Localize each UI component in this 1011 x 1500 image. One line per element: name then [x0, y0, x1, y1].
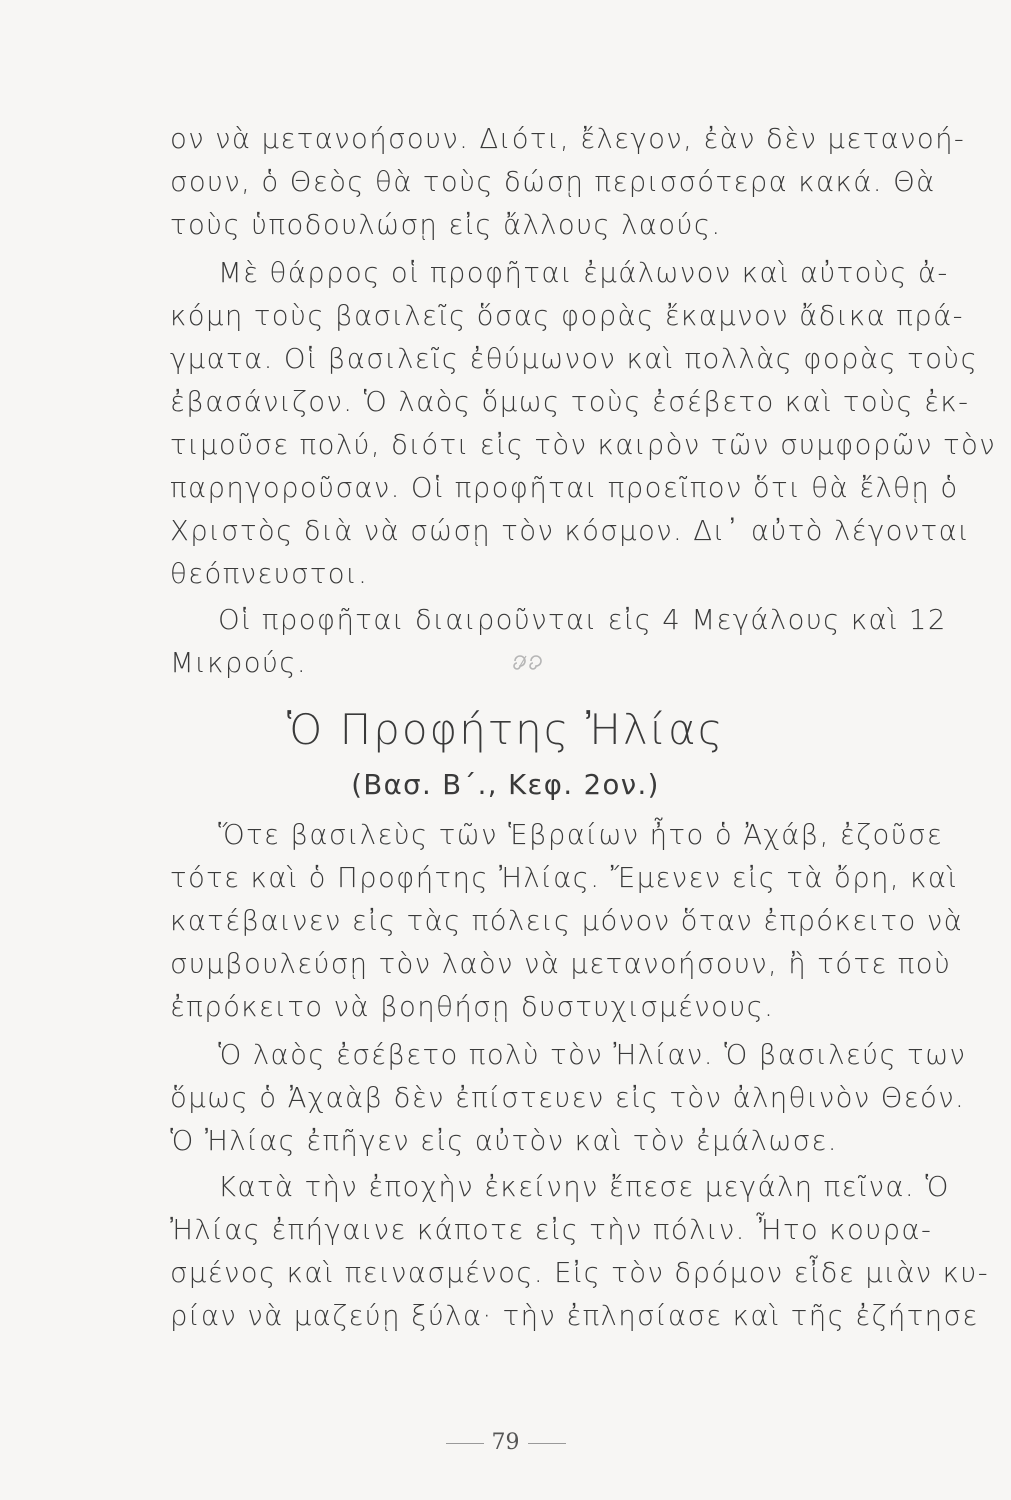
text-line: σουν, ὁ Θεὸς θὰ τοὺς δώσῃ περισσότερα κακά. Θὰ [170, 166, 936, 198]
text-line: παρηγοροῦσαν. Οἱ προφῆται προεῖπον ὅτι θὰ ἔλθῃ ὁ [170, 472, 959, 504]
text-line: Μικρούς. [170, 647, 307, 679]
text-line: Ὁ Ἠλίας ἐπῆγεν εἰς αὐτὸν καὶ τὸν ἐμάλωσε. [170, 1125, 838, 1157]
text-line: ἐβασάνιζον. Ὁ λαὸς ὅμως τοὺς ἐσέβετο καὶ τοὺς ἐκ- [170, 386, 970, 418]
text-line: Ὅτε βασιλεὺς τῶν Ἑβραίων ἦτο ὁ Ἀχάβ, ἐζοῦσε [218, 819, 944, 851]
page-number-dash-right [528, 1443, 566, 1444]
text-line: συμβουλεύσῃ τὸν λαὸν νὰ μετανοήσουν, ἢ τότε ποὺ [170, 948, 952, 980]
text-line: Ὁ λαὸς ἐσέβετο πολὺ τὸν Ἠλίαν. Ὁ βασιλεύς των [218, 1039, 967, 1071]
text-line: ρίαν νὰ μαζεύῃ ξύλα· τὴν ἐπλησίασε καὶ τῆς ἐζήτησε [170, 1300, 979, 1332]
text-line: ὅμως ὁ Ἀχαὰβ δὲν ἐπίστευεν εἰς τὸν ἀληθινὸν Θεόν. [170, 1082, 966, 1114]
chapter-title: Ὁ Προφήτης Ἠλίας [286, 705, 725, 754]
page-number-dash-left [446, 1443, 484, 1444]
text-line: κόμη τοὺς βασιλεῖς ὅσας φορὰς ἔκαμνον ἄδικα πρά- [170, 300, 964, 332]
page-number-value: 79 [491, 1430, 520, 1455]
text-line: Οἱ προφῆται διαιροῦνται εἰς 4 Μεγάλους καὶ 12 [218, 604, 947, 636]
chapter-reference: (Βασ. Β΄., Κεφ. 2ον.) [351, 769, 660, 801]
text-line: θεόπνευστοι. [170, 558, 369, 590]
text-line: κατέβαινεν εἰς τὰς πόλεις μόνον ὅταν ἐπρόκειτο νὰ [170, 905, 964, 937]
page-number [0, 1430, 1011, 1455]
text-line: ον νὰ μετανοήσουν. Διότι, ἔλεγον, ἐὰν δὲν μετανοή- [170, 123, 966, 155]
double-spiral-ornament-icon [505, 652, 545, 670]
text-line: Χριστὸς διὰ νὰ σώσῃ τὸν κόσμον. Δι᾽ αὐτὸ λέγονται [170, 515, 971, 547]
text-line: Μὲ θάρρος οἱ προφῆται ἐμάλωνον καὶ αὐτοὺς ἀ- [218, 257, 949, 289]
text-line: τοὺς ὑποδουλώσῃ εἰς ἄλλους λαούς. [170, 209, 722, 241]
text-line: Ἠλίας ἐπήγαινε κάποτε εἰς τὴν πόλιν. Ἦτο κουρα- [170, 1214, 933, 1246]
text-line: γματα. Οἱ βασιλεῖς ἐθύμωνον καὶ πολλὰς φορὰς τοὺς [170, 343, 979, 375]
text-line: σμένος καὶ πεινασμένος. Εἰς τὸν δρόμον εἶδε μιὰν κυ- [170, 1257, 990, 1289]
text-line: τότε καὶ ὁ Προφήτης Ἠλίας. Ἔμενεν εἰς τὰ ὄρη, καὶ [170, 862, 959, 894]
text-line: ἐπρόκειτο νὰ βοηθήσῃ δυστυχισμένους. [170, 991, 775, 1023]
text-line: τιμοῦσε πολύ, διότι εἰς τὸν καιρὸν τῶν συμφορῶν τὸν [170, 429, 997, 461]
text-line: Κατὰ τὴν ἐποχὴν ἐκείνην ἔπεσε μεγάλη πεῖνα. Ὁ [218, 1171, 950, 1203]
